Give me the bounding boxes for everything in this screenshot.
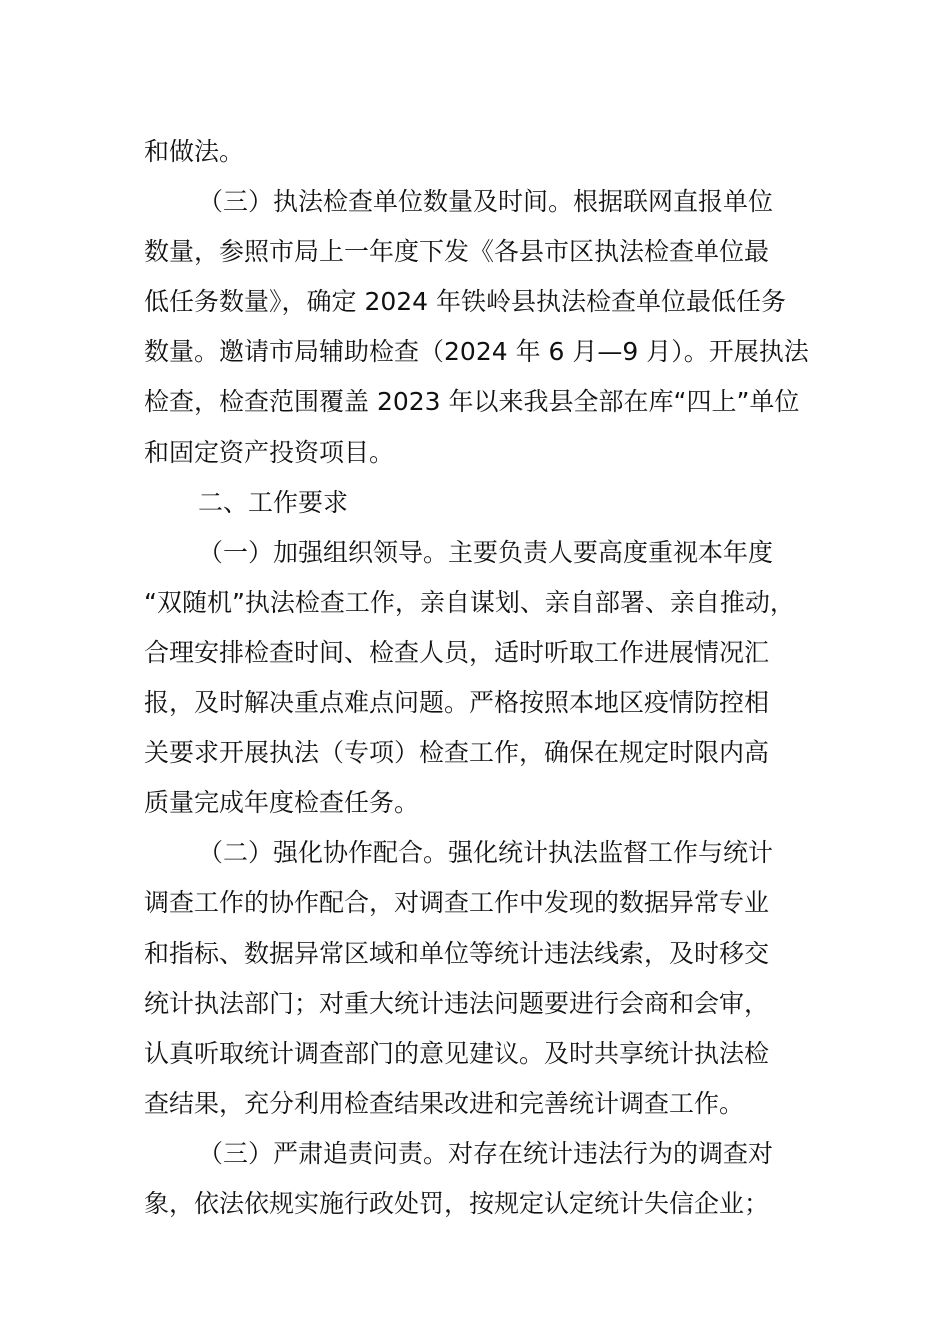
paragraph-accountability (144, 1129, 808, 1229)
text-line: 和指标、数据异常区域和单位等统计违法线索，及时移交 (144, 938, 770, 968)
paragraph-inspection-count-and-time (144, 177, 808, 478)
text-line: 低任务数量》，确定 2024 年铁岭县执法检查单位最低任务 (144, 287, 787, 317)
text-line: 统计执法部门；对重大统计违法问题要进行会商和会审， (144, 988, 770, 1018)
text-line: 合理安排检查时间、检查人员，适时听取工作进展情况汇 (144, 637, 770, 667)
paragraph-strengthen-leadership (144, 528, 808, 829)
text-line: 和做法。 (144, 137, 245, 166)
text-line: “双随机”执法检查工作，亲自谋划、亲自部署、亲自推动， (144, 587, 795, 617)
document-body (144, 127, 808, 1229)
text-line: （三）执法检查单位数量及时间。根据联网直报单位 (198, 187, 774, 217)
paragraph-strengthen-cooperation (144, 828, 808, 1129)
text-line: 关要求开展执法（专项）检查工作，确保在规定时限内高 (144, 738, 770, 768)
text-line: 调查工作的协作配合，对调查工作中发现的数据异常专业 (144, 888, 770, 918)
text-line: 象，依法依规实施行政处罚，按规定认定统计失信企业； (144, 1188, 770, 1218)
text-line: 报，及时解决重点难点问题。严格按照本地区疫情防控相 (144, 688, 770, 718)
section-heading-work-requirements (144, 478, 808, 528)
text-line: 质量完成年度检查任务。 (144, 788, 420, 818)
text-line: 和固定资产投资项目。 (144, 437, 395, 467)
text-line: （二）强化协作配合。强化统计执法监督工作与统计 (198, 838, 774, 868)
continuation-paragraph (144, 127, 808, 177)
text-line: 数量，参照市局上一年度下发《各县市区执法检查单位最 (144, 237, 770, 267)
heading-line: 二、工作要求 (198, 487, 349, 517)
text-line: 认真听取统计调查部门的意见建议。及时共享统计执法检 (144, 1038, 770, 1068)
text-line: （三）严肃追责问责。对存在统计违法行为的调查对 (198, 1138, 774, 1168)
text-line: 数量。邀请市局辅助检查（2024 年 6 月—9 月）。开展执法 (144, 337, 809, 367)
text-line: （一）加强组织领导。主要负责人要高度重视本年度 (198, 537, 774, 567)
text-line: 查结果，充分利用检查结果改进和完善统计调查工作。 (144, 1088, 745, 1118)
text-line: 检查，检查范围覆盖 2023 年以来我县全部在库“四上”单位 (144, 387, 800, 417)
